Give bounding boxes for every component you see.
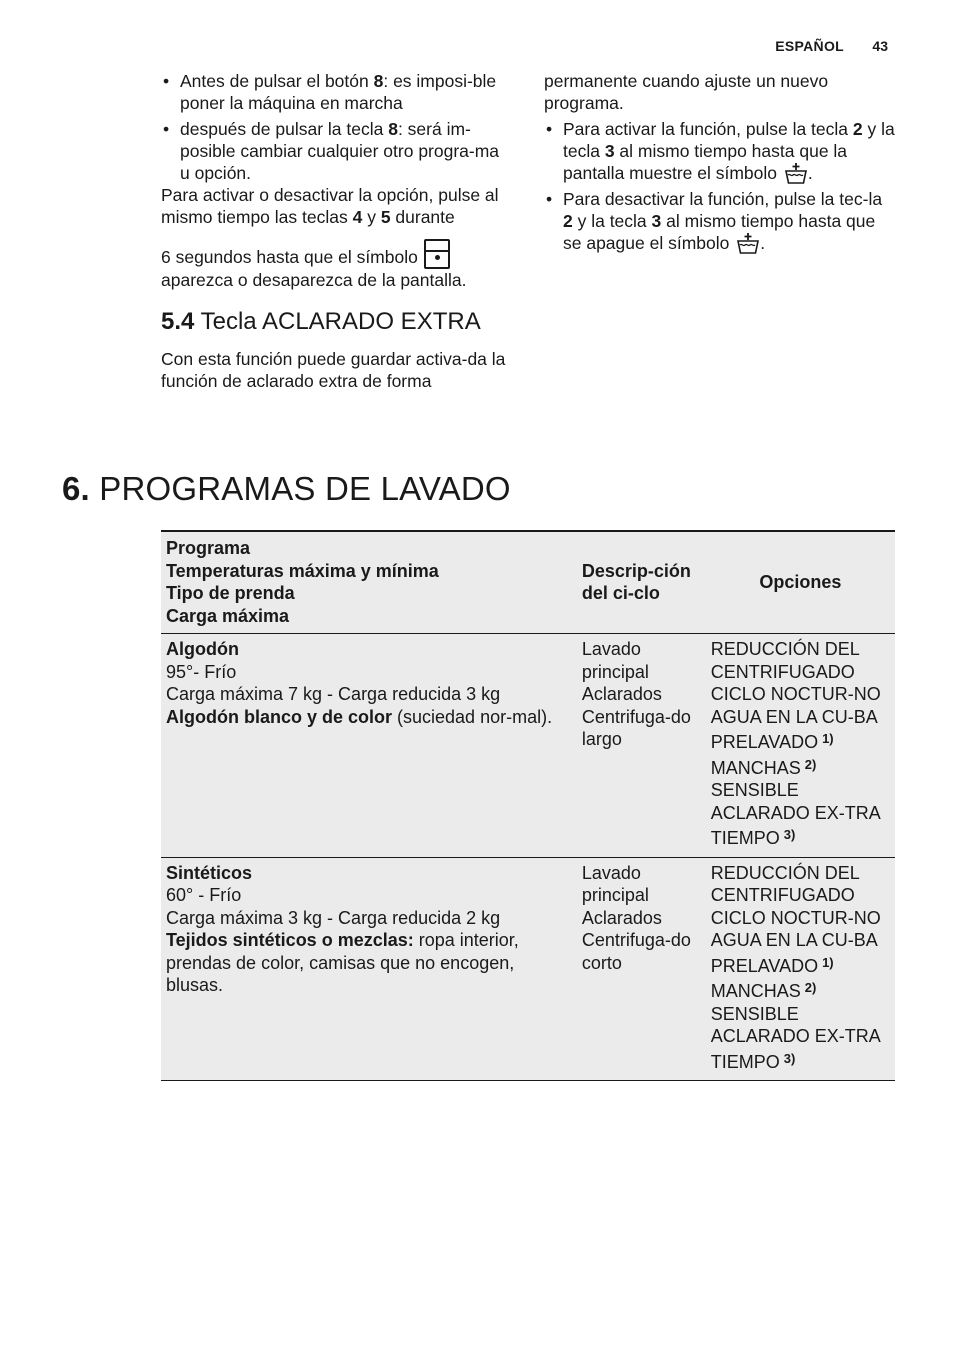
list-item: • Para activar la función, pulse la tecla 2 y la tecla 3 al mismo tiempo hasta que la pantalla muestre el símbolo .: [544, 118, 896, 184]
extra-rinse-icon: [736, 232, 760, 254]
option-toggle-paragraph: Para activar o desactivar la opción, pulse al mismo tiempo las teclas 4 y 5 durante: [161, 185, 499, 227]
options-cell: REDUCCIÓN DEL CENTRIFUGADO CICLO NOCTUR-NO AGUA EN LA CU-BA PRELAVADO $^{1)}$ MANCHAS $^{2)}$ SENSIBLE ACLARADO EX-TRA TIEMPO $^{3)}$: [710, 639, 881, 848]
symbol-paragraph: 6 segundos hasta que el símbolo aparezca o desaparezca de la pantalla.: [161, 239, 511, 291]
header-language: ESPAÑOL: [775, 38, 844, 54]
left-column: [161, 70, 511, 291]
description-cell: Lavado principal Aclarados Centrifuga-do corto: [581, 862, 691, 973]
section-5-4-text: Con esta función puede guardar activa-da la función de aclarado extra de forma: [161, 349, 506, 391]
header-program: Programa Temperaturas máxima y mínima Tipo de prenda Carga máxima: [166, 538, 439, 626]
table-row: [161, 857, 895, 1081]
program-cell: Sintéticos 60° - Frío Carga máxima 3 kg - Carga reducida 2 kg Tejidos sintéticos o mezclas: ropa interior, prendas de color, camisas que no encogen, blusas.: [166, 862, 519, 995]
list-item: • Antes de pulsar el botón 8: es imposi-ble poner la máquina en marcha: [161, 70, 511, 114]
child-lock-icon: [424, 239, 450, 269]
program-cell: Algodón 95°- Frío Carga máxima 7 kg - Carga reducida 3 kg Algodón blanco y de color (suciedad nor-mal).: [166, 639, 553, 727]
options-cell: REDUCCIÓN DEL CENTRIFUGADO CICLO NOCTUR-NO AGUA EN LA CU-BA PRELAVADO $^{1)}$ MANCHAS $^{2)}$ SENSIBLE ACLARADO EX-TRA TIEMPO $^{3)}$: [710, 862, 881, 1072]
programs-table: [161, 530, 895, 1081]
list-item: • después de pulsar la tecla 8: será im-posible cambiar cualquier otro progra-ma u opción.: [161, 118, 511, 184]
right-bullet-list: [544, 118, 896, 254]
extra-rinse-icon: [784, 162, 808, 184]
page-number: 43: [872, 38, 888, 54]
left-bullet-list: [161, 70, 511, 184]
description-cell: Lavado principal Aclarados Centrifuga-do largo: [581, 639, 691, 749]
section-5-4-heading: 5.4 Tecla ACLARADO EXTRA: [161, 308, 481, 335]
section-6-heading: 6. PROGRAMAS DE LAVADO: [62, 470, 511, 507]
header-description: Descrip-ción del ci-clo: [581, 560, 691, 603]
header-options: Opciones: [759, 571, 842, 592]
right-intro: permanente cuando ajuste un nuevo programa.: [544, 71, 829, 113]
table-header-row: [161, 531, 895, 634]
table-row: [161, 634, 895, 858]
list-item: • Para desactivar la función, pulse la tec-la 2 y la tecla 3 al mismo tiempo hasta que se apague el símbolo .: [544, 188, 896, 254]
section-5-4-body: [161, 348, 511, 392]
right-column: [544, 70, 896, 258]
